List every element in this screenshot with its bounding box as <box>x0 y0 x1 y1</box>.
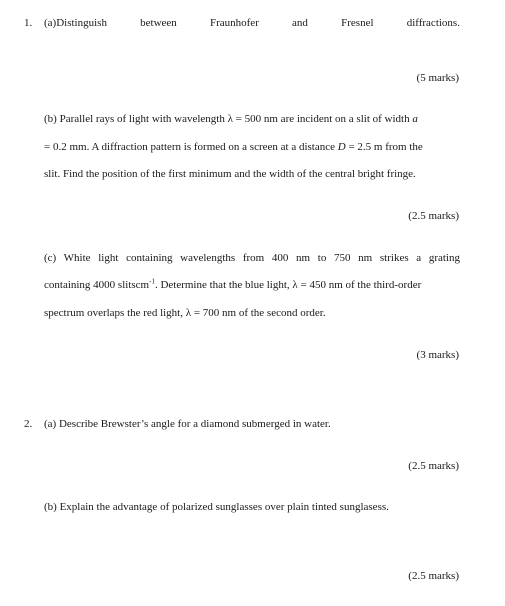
q1b-line-2 <box>44 140 423 154</box>
q1c-superscript: -1 <box>149 277 155 286</box>
q1a-text <box>44 16 460 30</box>
q1a-word: between <box>140 17 177 29</box>
q2a-marks: (2.5 marks) <box>408 460 459 472</box>
q1a-marks: (5 marks) <box>416 72 459 84</box>
q1c-line-3: spectrum overlaps the red light, λ = 700 nm of the second order. <box>44 307 326 319</box>
question-number-1: 1. <box>24 17 33 29</box>
q1a-word: (a)Distinguish <box>44 17 107 29</box>
question-number-2: 2. <box>24 418 33 430</box>
q2b-marks: (2.5 marks) <box>408 570 459 582</box>
q1b-line-1 <box>44 112 418 126</box>
q1a-word: Fresnel <box>341 17 374 29</box>
q1b-line-2-tail: = 2.5 m from the <box>345 141 423 153</box>
q2b-text: (b) Explain the advantage of polarized sunglasses over plain tinted sunglasess. <box>44 501 389 513</box>
q1b-line-2-text: = 0.2 mm. A diffraction pattern is formed on a screen at a distance <box>44 141 338 153</box>
q2a-text: (a) Describe Brewster’s angle for a diamond submerged in water. <box>44 418 331 430</box>
q1b-var-d: D <box>337 141 346 153</box>
q1c-marks: (3 marks) <box>416 349 459 361</box>
q1b-var-a: a <box>412 113 418 125</box>
q1c-line-2 <box>44 278 421 292</box>
q1c-line-2-tail: . Determine that the blue light, λ = 450 nm of the third-order <box>154 279 422 291</box>
q1a-word: and <box>292 17 308 29</box>
q1b-marks: (2.5 marks) <box>408 210 459 222</box>
q1c-line-2-text: containing 4000 slitscm <box>44 279 150 291</box>
q1c-line-1: (c) White light containing wavelengths from 400 nm to 750 nm strikes a grating <box>44 252 460 264</box>
q1a-word: Fraunhofer <box>209 17 259 29</box>
q1a-word: diffractions. <box>406 17 460 29</box>
q1b-line-1-text: (b) Parallel rays of light with wavelength λ = 500 nm are incident on a slit of width <box>44 113 413 125</box>
q1b-line-3: slit. Find the position of the first minimum and the width of the central bright fringe. <box>44 168 416 180</box>
